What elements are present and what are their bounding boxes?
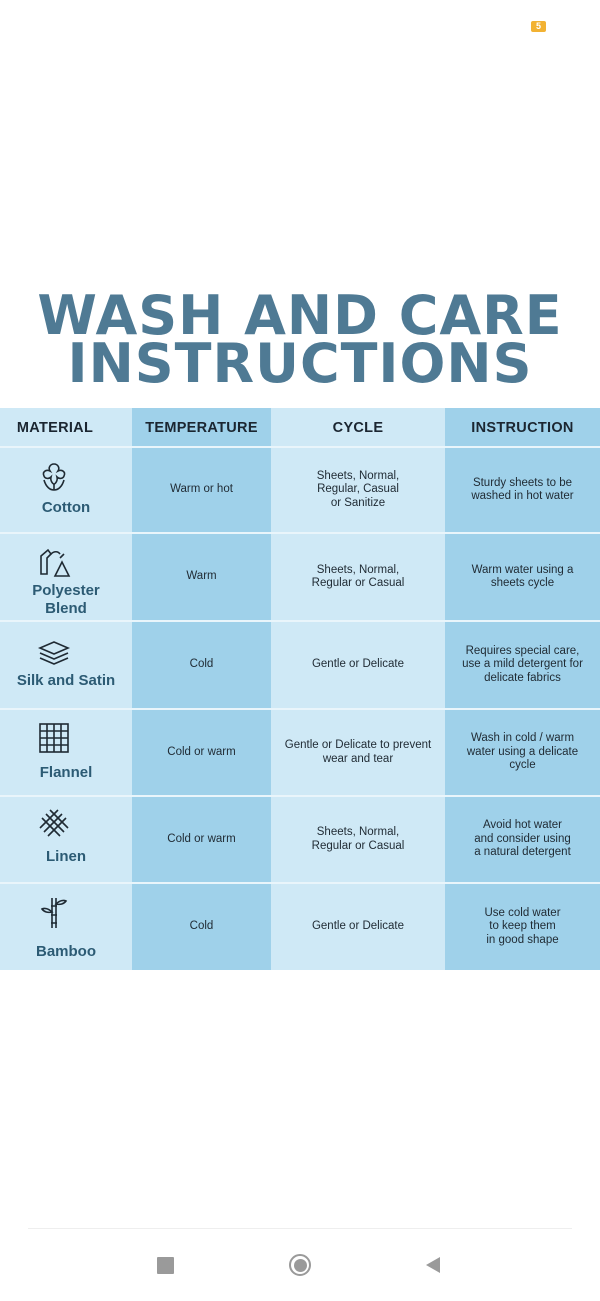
- temperature-cell: Cold or warm: [167, 832, 236, 845]
- instruction-cell: Use cold water to keep them in good shape: [484, 906, 561, 946]
- temperature-cell: Warm or hot: [170, 483, 233, 496]
- temperature-cell: Warm: [186, 570, 217, 583]
- material-bamboo: Bamboo: [36, 943, 96, 960]
- plaid-grid-icon: [36, 720, 72, 756]
- instruction-cell: Avoid hot water and consider using a natural detergent: [474, 819, 571, 859]
- material-flannel: Flannel: [39, 764, 93, 781]
- navbar-divider: [28, 1228, 572, 1229]
- material-cotton: Cotton: [41, 499, 91, 516]
- material-polyester-blend: Polyester Blend: [32, 582, 100, 617]
- instruction-cell: Requires special care, use a mild detergent for delicate fabrics: [462, 644, 583, 684]
- system-navigation-bar: [0, 1228, 600, 1301]
- cotton-flower-icon: [36, 460, 72, 496]
- linen-weave-icon: [36, 806, 72, 842]
- header-temperature: TEMPERATURE: [145, 420, 258, 436]
- cycle-cell: Gentle or Delicate to prevent wear and tear: [284, 739, 432, 765]
- instruction-cell: Sturdy sheets to be washed in hot water: [471, 476, 574, 502]
- cycle-cell: Sheets, Normal, Regular or Casual: [311, 563, 405, 589]
- header-instruction: INSTRUCTION: [471, 420, 574, 436]
- temperature-cell: Cold or warm: [167, 745, 236, 758]
- notification-badge: 5: [531, 21, 546, 32]
- title-line-1: WASH AND CARE: [37, 284, 563, 347]
- recent-apps-icon[interactable]: [150, 1250, 180, 1280]
- bamboo-icon: [36, 894, 72, 930]
- cycle-cell: Gentle or Delicate: [311, 658, 405, 671]
- instruction-cell: Warm water using a sheets cycle: [471, 563, 574, 589]
- home-icon[interactable]: [285, 1250, 315, 1280]
- cycle-cell: Sheets, Normal, Regular or Casual: [311, 826, 405, 852]
- polyester-icon: [36, 546, 72, 582]
- title-line-2: INSTRUCTIONS: [67, 332, 533, 395]
- material-silk-and-satin: Silk and Satin: [16, 672, 116, 689]
- cycle-cell: Gentle or Delicate: [311, 920, 405, 933]
- header-cycle: CYCLE: [332, 420, 384, 436]
- instruction-cell: Wash in cold / warm water using a delicate cycle: [466, 732, 579, 772]
- header-material: MATERIAL: [16, 420, 94, 436]
- temperature-cell: Cold: [189, 658, 214, 671]
- cycle-cell: Sheets, Normal, Regular, Casual or Sanitize: [316, 469, 400, 509]
- page-title: [0, 284, 600, 395]
- care-table: [0, 408, 600, 970]
- material-linen: Linen: [46, 848, 86, 865]
- folded-fabric-icon: [36, 634, 72, 670]
- back-icon[interactable]: [418, 1250, 448, 1280]
- temperature-cell: Cold: [189, 920, 214, 933]
